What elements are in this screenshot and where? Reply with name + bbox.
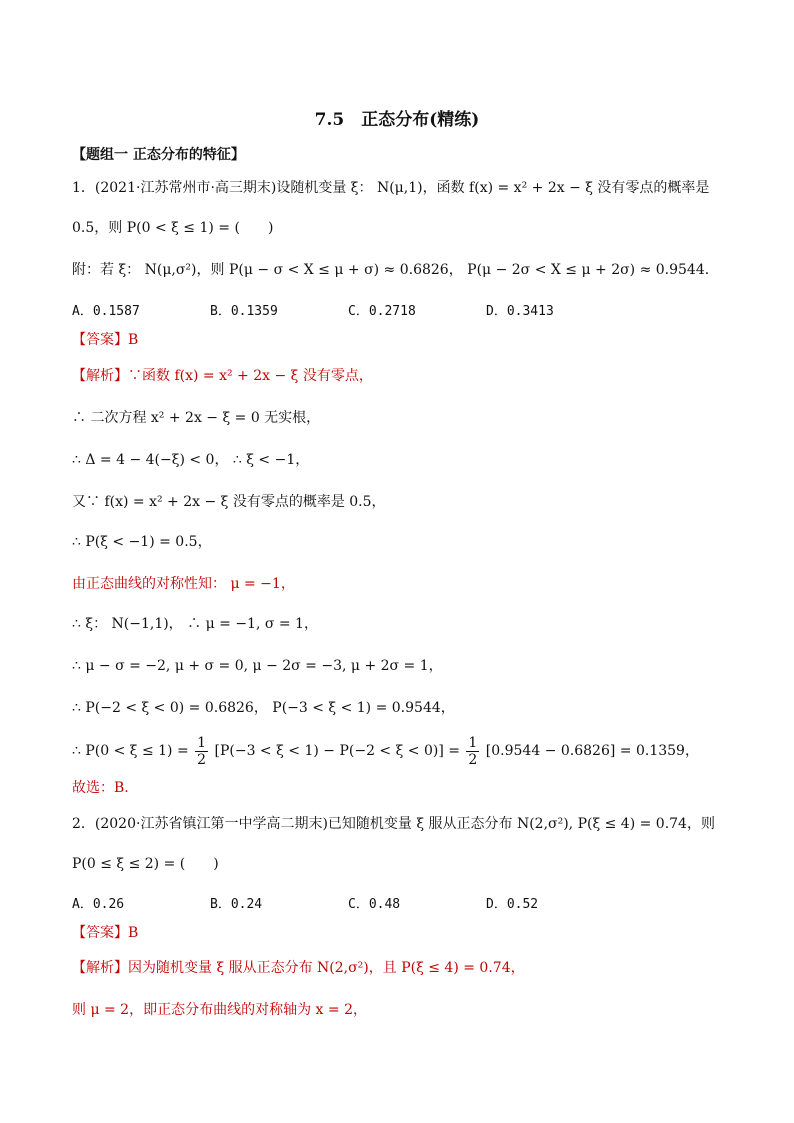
q1-sol10-part2: [P(−3 < ξ < 1) − P(−2 < ξ < 0)] =	[214, 743, 460, 759]
q2-option-c: C．0.48	[348, 897, 401, 912]
q2-option-d: D．0.52	[486, 897, 539, 912]
fraction-numerator: 1	[468, 734, 478, 751]
q1-sol10-part3: [0.9544 − 0.6826] = 0.1359，	[485, 743, 699, 759]
fraction-denominator: 2	[468, 751, 478, 768]
q2-solution-line: 则 μ = 2，即正态分布曲线的对称轴为 x = 2，	[72, 1002, 367, 1018]
q1-note: 附：若 ξ： N(μ,σ²)，则 P(μ − σ < X ≤ μ + σ) ≈ 0.6826， P(μ − 2σ < X ≤ μ + 2σ) ≈ 0.9544．	[72, 262, 719, 278]
half-fraction	[195, 735, 208, 768]
q1-solution-line: ∴ ξ： N(−1,1)， ∴ μ = −1, σ = 1，	[72, 616, 318, 632]
page-title: 7.5 正态分布(精练)	[314, 110, 480, 130]
q2-stem-line1: 2．(2020·江苏省镇江第一中学高二期末)已知随机变量 ξ 服从正态分布 N(2,σ²), P(ξ ≤ 4) = 0.74，则	[72, 816, 715, 832]
q2-option-b: B．0.24	[210, 897, 263, 912]
fraction-denominator: 2	[197, 751, 207, 768]
fraction-numerator: 1	[197, 734, 207, 751]
q2-stem-line2: P(0 ≤ ξ ≤ 2) = ( )	[72, 856, 219, 872]
q1-option-d: D．0.3413	[486, 304, 554, 319]
q1-sol10-part1: ∴ P(0 < ξ ≤ 1) =	[72, 743, 189, 759]
q2-answer: 【答案】B	[72, 925, 139, 941]
q2-option-a: A．0.26	[72, 897, 125, 912]
q1-solution-line: 由正态曲线的对称性知： μ = −1，	[72, 576, 295, 592]
q1-pick: 故选：B.	[72, 780, 129, 796]
q1-solution-line: ∴ 二次方程 x² + 2x − ξ = 0 无实根，	[72, 410, 321, 426]
q1-solution-line: 又∵ f(x) = x² + 2x − ξ 没有零点的概率是 0.5，	[72, 494, 386, 510]
q1-stem-line2: 0.5，则 P(0 < ξ ≤ 1) = ( )	[72, 220, 274, 236]
q1-solution-line: ∴ P(ξ < −1) = 0.5，	[72, 534, 212, 550]
section-heading: 【题组一 正态分布的特征】	[72, 147, 245, 163]
q1-stem-line1: 1．(2021·江苏常州市·高三期末)设随机变量 ξ： N(μ,1)，函数 f(x) = x² + 2x − ξ 没有零点的概率是	[72, 180, 710, 196]
q1-solution-fraction-line	[72, 733, 699, 769]
q1-answer: 【答案】B	[72, 332, 139, 348]
q1-solution-line: ∴ Δ = 4 − 4(−ξ) < 0， ∴ ξ < −1，	[72, 452, 310, 468]
q1-option-a: A．0.1587	[72, 304, 140, 319]
q1-solution-line: 【解析】∵函数 f(x) = x² + 2x − ξ 没有零点，	[72, 368, 373, 384]
q1-option-b: B．0.1359	[210, 304, 278, 319]
q2-solution-line: 【解析】因为随机变量 ξ 服从正态分布 N(2,σ²)，且 P(ξ ≤ 4) = 0.74，	[72, 960, 525, 976]
q1-option-c: C．0.2718	[348, 304, 416, 319]
half-fraction	[466, 735, 479, 768]
q1-solution-line: ∴ P(−2 < ξ < 0) = 0.6826， P(−3 < ξ < 1) = 0.9544，	[72, 700, 455, 716]
q1-solution-line: ∴ μ − σ = −2, μ + σ = 0, μ − 2σ = −3, μ + 2σ = 1，	[72, 658, 443, 674]
